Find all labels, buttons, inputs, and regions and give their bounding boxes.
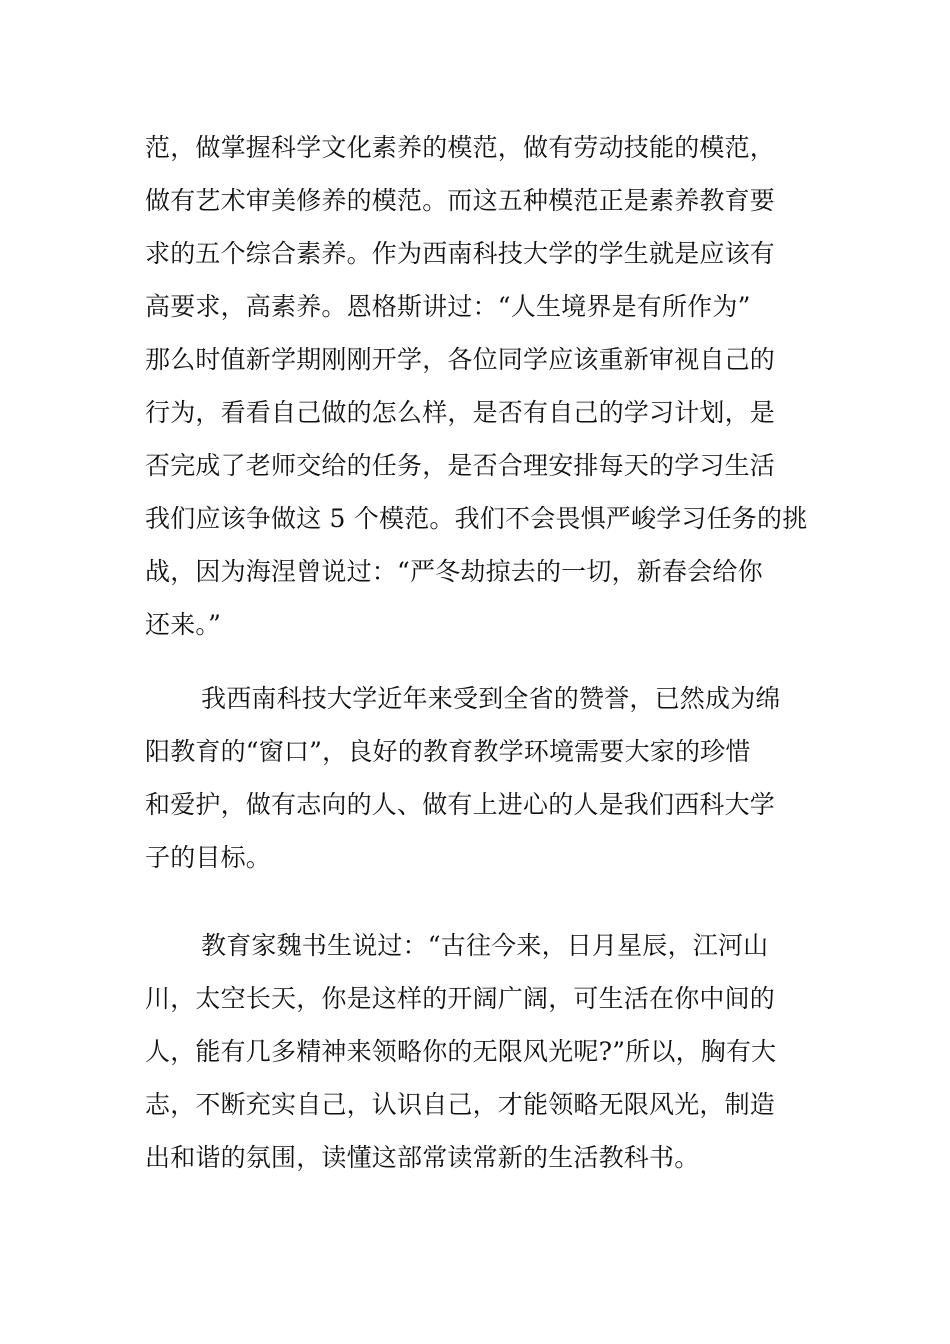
paragraph-line: 我西南科技大学近年来受到全省的赞誉，已然成为绵 bbox=[201, 684, 781, 713]
paragraph-line: 行为，看看自己做的怎么样，是否有自己的学习计划，是 bbox=[145, 398, 776, 427]
paragraph-1 bbox=[145, 121, 810, 651]
paragraph-2 bbox=[145, 672, 810, 884]
paragraph-line: 志，不断充实自己，认识自己，才能领略无限风光，制造 bbox=[145, 1090, 776, 1119]
paragraph-line: 人，能有几多精神来领略你的无限风光呢?”所以，胸有大 bbox=[145, 1037, 777, 1066]
paragraph-line: 战，因为海涅曾说过：“严冬劫掠去的一切，新春会给你 bbox=[145, 557, 763, 586]
paragraph-line: 还来。” bbox=[145, 610, 222, 639]
paragraph-3 bbox=[145, 919, 810, 1184]
paragraph-line: 那么时值新学期刚刚开学，各位同学应该重新审视自己的 bbox=[145, 345, 776, 374]
paragraph-line: 出和谐的氛围，读懂这部常读常新的生活教科书。 bbox=[145, 1143, 700, 1172]
paragraph-line: 求的五个综合素养。作为西南科技大学的学生就是应该有 bbox=[145, 239, 776, 268]
paragraph-line: 和爱护，做有志向的人、做有上进心的人是我们西科大学 bbox=[145, 790, 776, 819]
paragraph-line: 做有艺术审美修养的模范。而这五种模范正是素养教育要 bbox=[145, 186, 776, 215]
paragraph-line: 我们应该争做这 5 个模范。我们不会畏惧严峻学习任务的挑 bbox=[145, 504, 808, 533]
paragraph-line: 高要求，高素养。恩格斯讲过：“人生境界是有所作为” bbox=[145, 292, 751, 321]
paragraph-line: 川，太空长天，你是这样的开阔广阔，可生活在你中间的 bbox=[145, 984, 776, 1013]
paragraph-line: 阳教育的“窗口”，良好的教育教学环境需要大家的珍惜 bbox=[145, 737, 751, 766]
paragraph-line: 否完成了老师交给的任务，是否合理安排每天的学习生活 bbox=[145, 451, 776, 480]
paragraph-line: 教育家魏书生说过：“古往今来，日月星辰，江河山 bbox=[201, 931, 769, 960]
paragraph-line: 子的目标。 bbox=[145, 843, 272, 872]
paragraph-line: 范，做掌握科学文化素养的模范，做有劳动技能的模范， bbox=[145, 133, 776, 162]
